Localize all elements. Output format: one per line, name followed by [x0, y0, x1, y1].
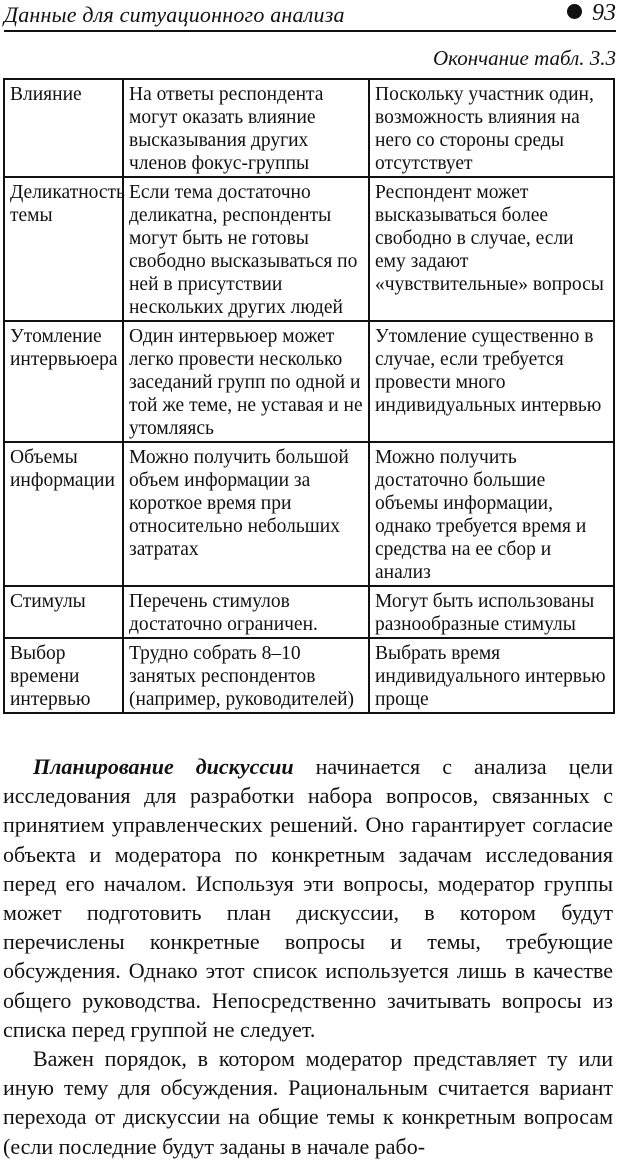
paragraph-text: начинается с анализа цели исследования для разработки набора вопросов, связанных с принятием управленческих решений. Оно гарантирует согласие объекта и модератора по конкретным задачам исследования перед его началом. Используя эти вопросы, модератор группы может подготовить план дискуссии, в котором будут перечислены конкретные вопросы и темы, требующие обсуждения. Однако этот список используется лишь в качестве общего руководства. Непосредственно зачитывать вопросы из списка перед группой не следует.	[3, 754, 613, 1042]
table-row	[4, 586, 614, 638]
group-cell: Если тема достаточно деликатна, респонденты могут быть не готовы свободно высказываться по ней в присутствии нескольких других людей	[123, 177, 369, 321]
body-text	[3, 752, 613, 1161]
paragraph: Важен порядок, в котором модератор представляет ту или иную тему для обсуждения. Рациональным считается вариант перехода от дискуссии на общие темы к конкретным вопросам (если последние будут заданы в начале рабо-	[3, 1046, 613, 1159]
group-cell: Перечень стимулов достаточно ограничен.	[123, 586, 369, 638]
group-cell: Можно получить большой объем информации за короткое время при относительно небольших затратах	[123, 442, 369, 586]
bullet-dot-icon	[567, 4, 582, 19]
factor-cell: Деликатность темы	[4, 177, 123, 321]
factor-cell: Выбор времени интервью	[4, 638, 123, 713]
individual-cell: Могут быть использованы разнообразные стимулы	[369, 586, 614, 638]
table-row	[4, 79, 614, 177]
individual-cell: Выбрать время индивидуального интервью проще	[369, 638, 614, 713]
factor-cell: Влияние	[4, 79, 123, 177]
factor-cell: Стимулы	[4, 586, 123, 638]
table-row	[4, 177, 614, 321]
comparison-table	[3, 78, 615, 714]
factor-cell: Объемы информации	[4, 442, 123, 586]
running-title: Данные для ситуационного анализа	[4, 2, 345, 27]
paragraph-lead-term: Планирование дискуссии	[33, 754, 294, 779]
factor-cell: Утомление интервьюера	[4, 321, 123, 442]
page-number-block	[567, 0, 616, 27]
individual-cell: Можно получить достаточно большие объемы информации, однако требуется время и средства на ее сбор и анализ	[369, 442, 614, 586]
paragraph	[3, 752, 613, 1044]
page-number: 93	[592, 0, 616, 26]
individual-cell: Респондент может высказываться более свободно в случае, если ему задают «чувствительные» вопросы	[369, 177, 614, 321]
group-cell: Трудно собрать 8–10 занятых респондентов (например, руководителей)	[123, 638, 369, 713]
running-header	[4, 0, 616, 32]
table-row	[4, 321, 614, 442]
individual-cell: Поскольку участник один, возможность влияния на него со стороны среды отсутствует	[369, 79, 614, 177]
table-row	[4, 638, 614, 713]
table-caption: Окончание табл. 3.3	[433, 46, 616, 70]
group-cell: На ответы респондента могут оказать влияние высказывания других членов фокус-группы	[123, 79, 369, 177]
individual-cell: Утомление существенно в случае, если требуется провести много индивидуальных интервью	[369, 321, 614, 442]
group-cell: Один интервьюер может легко провести несколько заседаний групп по одной и той же теме, не уставая и не утомляясь	[123, 321, 369, 442]
table-row	[4, 442, 614, 586]
